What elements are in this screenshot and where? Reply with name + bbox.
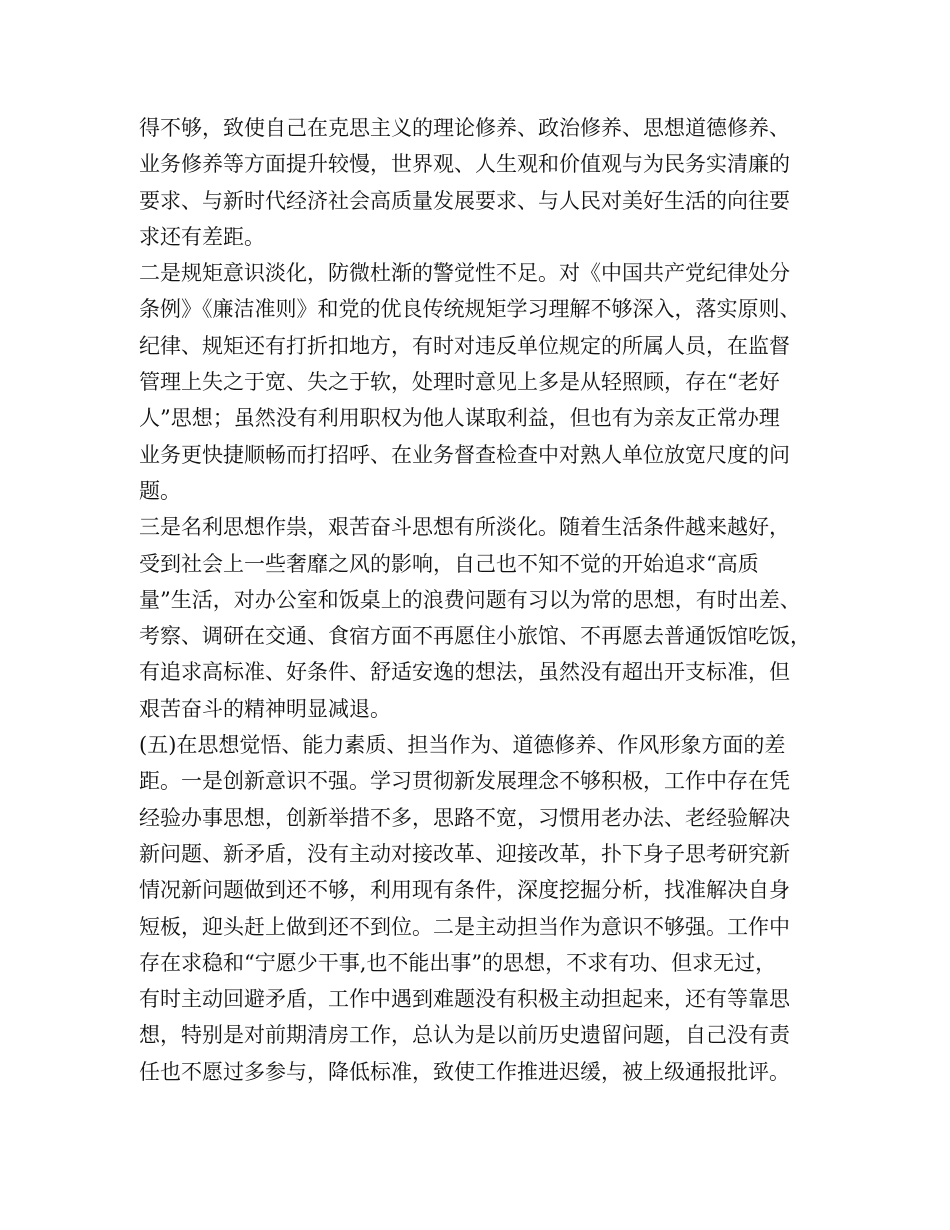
- document-body: [139, 110, 839, 1090]
- text-line: 求还有差距。: [139, 224, 265, 249]
- text-line: 要求、与新时代经济社会高质量发展要求、与人民对美好生活的向往要: [139, 188, 790, 213]
- text-line: 纪律、规矩还有打折扣地方，有时对违反单位规定的所属人员，在监督: [139, 333, 790, 358]
- text-line: (五)在思想觉悟、能力素质、担当作为、道德修养、作风形象方面的差: [139, 733, 786, 758]
- text-line: 题。: [139, 478, 181, 503]
- text-line: 经验办事思想，创新举措不多，思路不宽，习惯用老办法、老经验解决: [139, 805, 790, 830]
- text-line: 业务修养等方面提升较慢，世界观、人生观和价值观与为民务实清廉的: [139, 152, 790, 177]
- text-line: 受到社会上一些奢靡之风的影响，自己也不知不觉的开始追求“高质: [139, 551, 759, 576]
- text-line: 条例》《廉洁准则》和党的优良传统规矩学习理解不够深入，落实原则、: [139, 297, 801, 322]
- text-line: 人”思想；虽然没有利用职权为他人谋取利益，但也有为亲友正常办理: [139, 406, 780, 431]
- text-line: 短板，迎头赶上做到还不到位。二是主动担当作为意识不够强。工作中: [139, 914, 790, 939]
- text-line: 三是名利思想作祟，艰苦奋斗思想有所淡化。随着生活条件越来越好，: [139, 515, 790, 540]
- text-line: 得不够，致使自己在克思主义的理论修养、政治修养、思想道德修养、: [139, 116, 790, 140]
- text-line: 管理上失之于宽、失之于软，处理时意见上多是从轻照顾，存在“老好: [139, 370, 780, 395]
- text-line: 二是规矩意识淡化，防微杜渐的警觉性不足。对《中国共产党纪律处分: [139, 261, 790, 286]
- text-line: 情况新问题做到还不够，利用现有条件，深度挖掘分析，找准解决自身: [139, 878, 790, 903]
- text-line: 量”生活，对办公室和饭桌上的浪费问题有习以为常的思想，有时出差、: [139, 587, 801, 612]
- text-line: 艰苦奋斗的精神明显减退。: [139, 696, 391, 721]
- text-line: 距。一是创新意识不强。学习贯彻新发展理念不够积极，工作中存在凭: [139, 769, 790, 794]
- text-line: 新问题、新矛盾，没有主动对接改革、迎接改革，扑下身子思考研究新: [139, 841, 790, 866]
- text-line: 有追求高标准、好条件、舒适安逸的想法，虽然没有超出开支标准，但: [139, 660, 790, 685]
- text-line: 存在求稳和“宁愿少干事,也不能出事”的思想，不求有功、但求无过，: [139, 950, 777, 975]
- text-line: 任也不愿过多参与，降低标准，致使工作推进迟缓，被上级通报批评。: [139, 1059, 790, 1084]
- text-line: 业务更快捷顺畅而打招呼、在业务督查检查中对熟人单位放宽尺度的问: [139, 442, 790, 467]
- text-line: 想，特别是对前期清房工作，总认为是以前历史遗留问题，自己没有责: [139, 1023, 790, 1048]
- text-line: 考察、调研在交通、食宿方面不再愿住小旅馆、不再愿去普通饭馆吃饭，: [139, 624, 811, 649]
- text-line: 有时主动回避矛盾，工作中遇到难题没有积极主动担起来，还有等靠思: [139, 987, 790, 1012]
